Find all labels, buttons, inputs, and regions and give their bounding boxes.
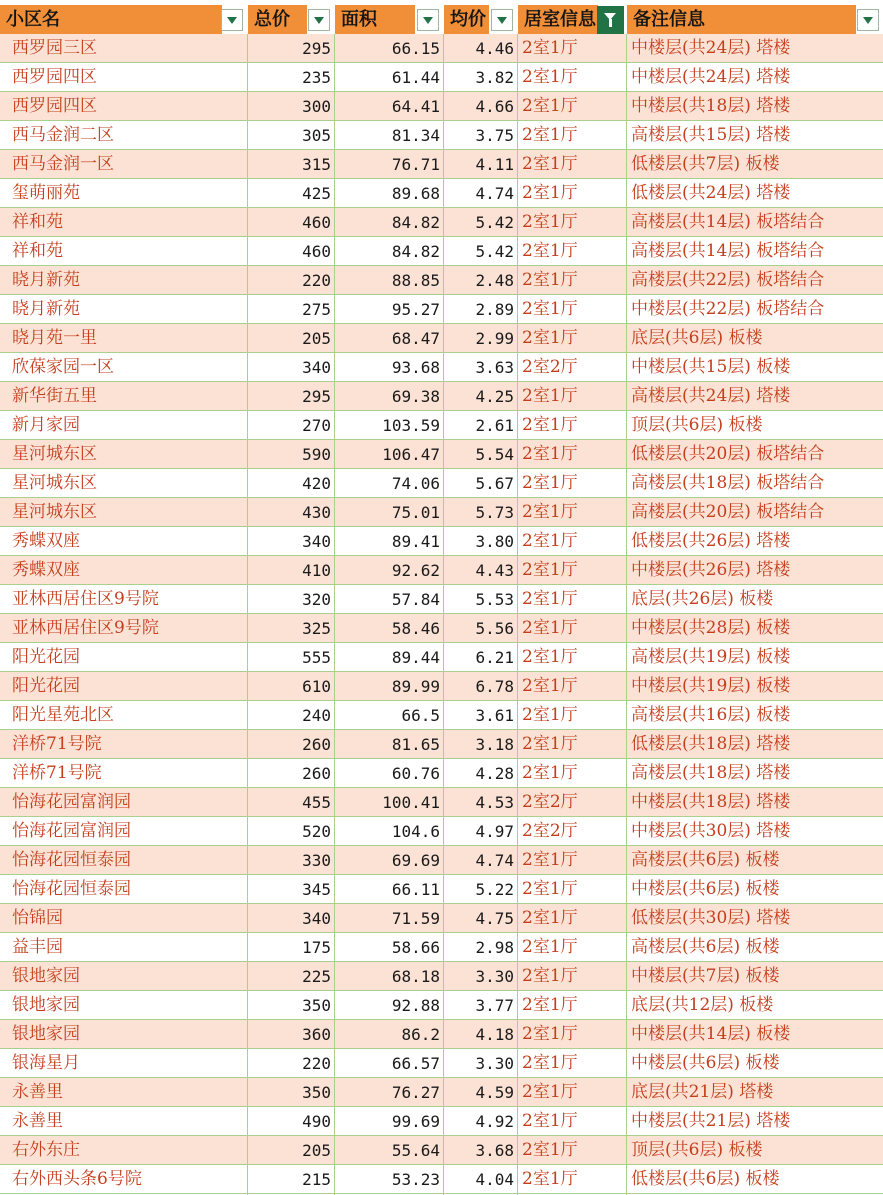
cell-unit-price[interactable]: 4.53 [475, 793, 514, 812]
cell-unit-price[interactable]: 4.74 [475, 851, 514, 870]
cell-total-price[interactable]: 410 [302, 561, 331, 580]
cell-community[interactable]: 星河城东区 [12, 502, 97, 522]
cell-community[interactable]: 西马金润一区 [12, 154, 114, 174]
cell-area[interactable]: 75.01 [391, 503, 440, 522]
cell-community[interactable]: 洋桥71号院 [12, 763, 102, 783]
table-row [0, 1165, 883, 1194]
cell-unit-price[interactable]: 3.82 [475, 68, 514, 87]
header-row [0, 0, 883, 34]
cell-area[interactable]: 89.99 [391, 677, 440, 696]
table-row [0, 92, 883, 121]
cell-unit-price[interactable]: 4.25 [475, 387, 514, 406]
cell-area[interactable]: 58.66 [391, 938, 440, 957]
cell-notes[interactable]: 中楼层(共14层) 板楼 [631, 1024, 791, 1044]
cell-community[interactable]: 右外西头条6号院 [12, 1169, 142, 1189]
cell-area[interactable]: 81.34 [391, 126, 440, 145]
table-row [0, 962, 883, 991]
cell-notes[interactable]: 中楼层(共18层) 塔楼 [631, 96, 791, 116]
cell-unit-price[interactable]: 3.18 [475, 735, 514, 754]
cell-rooms[interactable]: 2室1厅 [522, 1082, 578, 1102]
cell-unit-price[interactable]: 2.48 [475, 271, 514, 290]
cell-rooms[interactable]: 2室1厅 [522, 67, 578, 87]
cell-notes[interactable]: 低楼层(共24层) 塔楼 [631, 183, 791, 203]
cell-total-price[interactable]: 205 [302, 1141, 331, 1160]
cell-area[interactable]: 104.6 [391, 822, 440, 841]
cell-total-price[interactable]: 320 [302, 590, 331, 609]
cell-community[interactable]: 西马金润二区 [12, 125, 114, 145]
table-row [0, 788, 883, 817]
cell-area[interactable]: 55.64 [391, 1141, 440, 1160]
cell-total-price[interactable]: 345 [302, 880, 331, 899]
cell-unit-price[interactable]: 5.54 [475, 445, 514, 464]
cell-area[interactable]: 84.82 [391, 213, 440, 232]
cell-area[interactable]: 66.57 [391, 1054, 440, 1073]
cell-total-price[interactable]: 460 [302, 242, 331, 261]
cell-community[interactable]: 亚林西居住区9号院 [12, 618, 159, 638]
cell-rooms[interactable]: 2室1厅 [522, 473, 578, 493]
cell-unit-price[interactable]: 4.59 [475, 1083, 514, 1102]
cell-unit-price[interactable]: 4.28 [475, 764, 514, 783]
cell-area[interactable]: 89.44 [391, 648, 440, 667]
cell-unit-price[interactable]: 2.99 [475, 329, 514, 348]
cell-total-price[interactable]: 305 [302, 126, 331, 145]
table-row [0, 179, 883, 208]
cell-community[interactable]: 欣葆家园一区 [12, 357, 114, 377]
cell-rooms[interactable]: 2室1厅 [522, 96, 578, 116]
cell-notes[interactable]: 中楼层(共24层) 塔楼 [631, 67, 791, 87]
cell-total-price[interactable]: 295 [302, 387, 331, 406]
cell-rooms[interactable]: 2室1厅 [522, 937, 578, 957]
cell-community[interactable]: 怡海花园富润园 [12, 792, 131, 812]
cell-notes[interactable]: 低楼层(共7层) 板楼 [631, 154, 780, 174]
cell-notes[interactable]: 高楼层(共20层) 板塔结合 [631, 502, 825, 522]
cell-rooms[interactable]: 2室1厅 [522, 531, 578, 551]
cell-unit-price[interactable]: 3.30 [475, 967, 514, 986]
cell-total-price[interactable]: 260 [302, 764, 331, 783]
table-row [0, 121, 883, 150]
cell-notes[interactable]: 高楼层(共18层) 塔楼 [631, 763, 791, 783]
cell-community[interactable]: 永善里 [12, 1111, 63, 1131]
cell-community[interactable]: 亚林西居住区9号院 [12, 589, 159, 609]
cell-area[interactable]: 60.76 [391, 764, 440, 783]
cell-notes[interactable]: 底层(共26层) 板楼 [631, 589, 774, 609]
table-row [0, 585, 883, 614]
cell-total-price[interactable]: 325 [302, 619, 331, 638]
cell-rooms[interactable]: 2室1厅 [522, 1169, 578, 1189]
table-row [0, 382, 883, 411]
cell-notes[interactable]: 低楼层(共30层) 塔楼 [631, 908, 791, 928]
cell-unit-price[interactable]: 5.42 [475, 242, 514, 261]
cell-unit-price[interactable]: 4.74 [475, 184, 514, 203]
cell-rooms[interactable]: 2室2厅 [522, 792, 578, 812]
cell-notes[interactable]: 中楼层(共15层) 板楼 [631, 357, 791, 377]
cell-area[interactable]: 92.62 [391, 561, 440, 580]
cell-rooms[interactable]: 2室1厅 [522, 328, 578, 348]
table-row [0, 353, 883, 382]
cell-community[interactable]: 晓月新苑 [12, 299, 80, 319]
cell-community[interactable]: 怡海花园恒泰园 [12, 850, 131, 870]
header-community: 小区名 [0, 5, 222, 34]
cell-community[interactable]: 秀蝶双座 [12, 531, 80, 551]
cell-total-price[interactable]: 330 [302, 851, 331, 870]
table-row [0, 672, 883, 701]
cell-community[interactable]: 右外东庄 [12, 1140, 80, 1160]
cell-area[interactable]: 86.2 [401, 1025, 440, 1044]
cell-community[interactable]: 新月家园 [12, 415, 80, 435]
chevron-down-icon [314, 17, 324, 24]
cell-unit-price[interactable]: 3.68 [475, 1141, 514, 1160]
cell-community[interactable]: 西罗园三区 [12, 38, 97, 58]
table-row [0, 469, 883, 498]
cell-unit-price[interactable]: 4.18 [475, 1025, 514, 1044]
cell-area[interactable]: 61.44 [391, 68, 440, 87]
cell-community[interactable]: 银海星月 [12, 1053, 80, 1073]
chevron-down-icon [423, 17, 433, 24]
cell-area[interactable]: 76.71 [391, 155, 440, 174]
cell-rooms[interactable]: 2室1厅 [522, 386, 578, 406]
table-row [0, 266, 883, 295]
cell-rooms[interactable]: 2室1厅 [522, 879, 578, 899]
cell-notes[interactable]: 高楼层(共19层) 板楼 [631, 647, 791, 667]
cell-community[interactable]: 星河城东区 [12, 444, 97, 464]
table-row [0, 527, 883, 556]
cell-unit-price[interactable]: 2.89 [475, 300, 514, 319]
cell-rooms[interactable]: 2室1厅 [522, 415, 578, 435]
table-row [0, 411, 883, 440]
cell-total-price[interactable]: 340 [302, 909, 331, 928]
cell-rooms[interactable]: 2室2厅 [522, 357, 578, 377]
cell-unit-price[interactable]: 5.22 [475, 880, 514, 899]
cell-total-price[interactable]: 225 [302, 967, 331, 986]
cell-total-price[interactable]: 295 [302, 39, 331, 58]
cell-notes[interactable]: 低楼层(共18层) 塔楼 [631, 734, 791, 754]
cell-notes[interactable]: 底层(共21层) 塔楼 [631, 1082, 774, 1102]
cell-notes[interactable]: 中楼层(共26层) 塔楼 [631, 560, 791, 580]
cell-area[interactable]: 74.06 [391, 474, 440, 493]
cell-unit-price[interactable]: 3.80 [475, 532, 514, 551]
active-filter-button-rooms[interactable] [597, 6, 624, 34]
cell-unit-price[interactable]: 2.61 [475, 416, 514, 435]
cell-rooms[interactable]: 2室1厅 [522, 38, 578, 58]
cell-total-price[interactable]: 270 [302, 416, 331, 435]
table-row [0, 556, 883, 585]
filter-dropdown-notes[interactable] [857, 9, 879, 31]
header-rooms: 居室信息 [518, 5, 598, 34]
cell-area[interactable]: 81.65 [391, 735, 440, 754]
table-row [0, 1107, 883, 1136]
cell-area[interactable]: 69.69 [391, 851, 440, 870]
table-row [0, 904, 883, 933]
table-row [0, 817, 883, 846]
table-row [0, 643, 883, 672]
cell-rooms[interactable]: 2室1厅 [522, 560, 578, 580]
cell-rooms[interactable]: 2室1厅 [522, 850, 578, 870]
cell-area[interactable]: 64.41 [391, 97, 440, 116]
cell-community[interactable]: 西罗园四区 [12, 67, 97, 87]
cell-notes[interactable]: 中楼层(共7层) 板楼 [631, 966, 780, 986]
cell-notes[interactable]: 中楼层(共18层) 塔楼 [631, 792, 791, 812]
cell-unit-price[interactable]: 6.78 [475, 677, 514, 696]
table-row [0, 150, 883, 179]
cell-area[interactable]: 88.85 [391, 271, 440, 290]
table-row [0, 933, 883, 962]
cell-unit-price[interactable]: 6.21 [475, 648, 514, 667]
cell-rooms[interactable]: 2室1厅 [522, 995, 578, 1015]
cell-area[interactable]: 99.69 [391, 1112, 440, 1131]
table-row [0, 1136, 883, 1165]
cell-community[interactable]: 银地家园 [12, 966, 80, 986]
cell-community[interactable]: 永善里 [12, 1082, 63, 1102]
cell-area[interactable]: 66.5 [401, 706, 440, 725]
filter-dropdown-community[interactable] [221, 9, 243, 31]
cell-community[interactable]: 银地家园 [12, 1024, 80, 1044]
cell-rooms[interactable]: 2室1厅 [522, 154, 578, 174]
cell-notes[interactable]: 顶层(共6层) 板楼 [631, 415, 763, 435]
cell-total-price[interactable]: 350 [302, 1083, 331, 1102]
cell-notes[interactable]: 中楼层(共30层) 塔楼 [631, 821, 791, 841]
cell-notes[interactable]: 高楼层(共14层) 板塔结合 [631, 241, 825, 261]
cell-total-price[interactable]: 220 [302, 271, 331, 290]
cell-community[interactable]: 祥和苑 [12, 212, 63, 232]
table-row [0, 498, 883, 527]
cell-notes[interactable]: 中楼层(共22层) 板塔结合 [631, 299, 825, 319]
cell-notes[interactable]: 底层(共12层) 板楼 [631, 995, 774, 1015]
cell-total-price[interactable]: 490 [302, 1112, 331, 1131]
table-row [0, 208, 883, 237]
table-row [0, 440, 883, 469]
table-row [0, 1049, 883, 1078]
cell-total-price[interactable]: 235 [302, 68, 331, 87]
cell-rooms[interactable]: 2室1厅 [522, 125, 578, 145]
table-row [0, 701, 883, 730]
cell-notes[interactable]: 中楼层(共24层) 塔楼 [631, 38, 791, 58]
chevron-down-icon [863, 17, 873, 24]
cell-community[interactable]: 星河城东区 [12, 473, 97, 493]
cell-area[interactable]: 89.68 [391, 184, 440, 203]
filter-dropdown-unit-price[interactable] [491, 9, 513, 31]
cell-community[interactable]: 晓月新苑 [12, 270, 80, 290]
table-row [0, 237, 883, 266]
cell-rooms[interactable]: 2室1厅 [522, 647, 578, 667]
cell-rooms[interactable]: 2室1厅 [522, 763, 578, 783]
cell-area[interactable]: 95.27 [391, 300, 440, 319]
cell-notes[interactable]: 低楼层(共20层) 板塔结合 [631, 444, 825, 464]
cell-unit-price[interactable]: 3.75 [475, 126, 514, 145]
cell-notes[interactable]: 高楼层(共14层) 板塔结合 [631, 212, 825, 232]
cell-total-price[interactable]: 205 [302, 329, 331, 348]
cell-rooms[interactable]: 2室1厅 [522, 183, 578, 203]
table-row [0, 1020, 883, 1049]
cell-total-price[interactable]: 590 [302, 445, 331, 464]
filter-dropdown-area[interactable] [417, 9, 439, 31]
cell-rooms[interactable]: 2室1厅 [522, 589, 578, 609]
cell-total-price[interactable]: 340 [302, 358, 331, 377]
table-row [0, 759, 883, 788]
cell-total-price[interactable]: 555 [302, 648, 331, 667]
cell-total-price[interactable]: 260 [302, 735, 331, 754]
cell-community[interactable]: 怡锦园 [12, 908, 63, 928]
cell-area[interactable]: 68.47 [391, 329, 440, 348]
cell-notes[interactable]: 中楼层(共28层) 板楼 [631, 618, 791, 638]
cell-area[interactable]: 92.88 [391, 996, 440, 1015]
cell-rooms[interactable]: 2室1厅 [522, 270, 578, 290]
cell-unit-price[interactable]: 4.66 [475, 97, 514, 116]
cell-notes[interactable]: 高楼层(共18层) 板塔结合 [631, 473, 825, 493]
table-row [0, 991, 883, 1020]
cell-unit-price[interactable]: 2.98 [475, 938, 514, 957]
cell-total-price[interactable]: 300 [302, 97, 331, 116]
cell-community[interactable]: 玺萌丽苑 [12, 183, 80, 203]
cell-unit-price[interactable]: 3.61 [475, 706, 514, 725]
cell-rooms[interactable]: 2室1厅 [522, 618, 578, 638]
cell-community[interactable]: 银地家园 [12, 995, 80, 1015]
cell-total-price[interactable]: 240 [302, 706, 331, 725]
cell-area[interactable]: 106.47 [382, 445, 440, 464]
cell-notes[interactable]: 高楼层(共24层) 塔楼 [631, 386, 791, 406]
cell-rooms[interactable]: 2室1厅 [522, 1140, 578, 1160]
cell-total-price[interactable]: 215 [302, 1170, 331, 1189]
cell-notes[interactable]: 中楼层(共6层) 板楼 [631, 879, 780, 899]
cell-unit-price[interactable]: 5.56 [475, 619, 514, 638]
filter-dropdown-total-price[interactable] [308, 9, 330, 31]
cell-total-price[interactable]: 420 [302, 474, 331, 493]
cell-rooms[interactable]: 2室1厅 [522, 734, 578, 754]
cell-unit-price[interactable]: 5.53 [475, 590, 514, 609]
table-row [0, 34, 883, 63]
cell-area[interactable]: 66.11 [391, 880, 440, 899]
cell-area[interactable]: 84.82 [391, 242, 440, 261]
cell-total-price[interactable]: 315 [302, 155, 331, 174]
cell-unit-price[interactable]: 3.77 [475, 996, 514, 1015]
table-row [0, 614, 883, 643]
cell-notes[interactable]: 高楼层(共6层) 板楼 [631, 850, 780, 870]
cell-unit-price[interactable]: 4.11 [475, 155, 514, 174]
cell-community[interactable]: 怡海花园恒泰园 [12, 879, 131, 899]
table-row [0, 63, 883, 92]
cell-rooms[interactable]: 2室1厅 [522, 966, 578, 986]
cell-unit-price[interactable]: 5.73 [475, 503, 514, 522]
cell-area[interactable]: 58.46 [391, 619, 440, 638]
cell-notes[interactable]: 高楼层(共15层) 塔楼 [631, 125, 791, 145]
cell-total-price[interactable]: 425 [302, 184, 331, 203]
chevron-down-icon [227, 17, 237, 24]
cell-notes[interactable]: 高楼层(共22层) 板塔结合 [631, 270, 825, 290]
cell-rooms[interactable]: 2室1厅 [522, 444, 578, 464]
header-notes: 备注信息 [627, 5, 856, 34]
cell-rooms[interactable]: 2室1厅 [522, 705, 578, 725]
cell-rooms[interactable]: 2室1厅 [522, 908, 578, 928]
cell-unit-price[interactable]: 5.67 [475, 474, 514, 493]
cell-community[interactable]: 新华街五里 [12, 386, 97, 406]
cell-community[interactable]: 阳光花园 [12, 676, 80, 696]
cell-community[interactable]: 益丰园 [12, 937, 63, 957]
cell-community[interactable]: 阳光星苑北区 [12, 705, 114, 725]
cell-total-price[interactable]: 520 [302, 822, 331, 841]
cell-unit-price[interactable]: 3.63 [475, 358, 514, 377]
cell-notes[interactable]: 高楼层(共16层) 板楼 [631, 705, 791, 725]
cell-total-price[interactable]: 275 [302, 300, 331, 319]
cell-area[interactable]: 103.59 [382, 416, 440, 435]
cell-area[interactable]: 68.18 [391, 967, 440, 986]
cell-total-price[interactable]: 460 [302, 213, 331, 232]
cell-notes[interactable]: 低楼层(共6层) 板楼 [631, 1169, 780, 1189]
table-row [0, 730, 883, 759]
cell-rooms[interactable]: 2室1厅 [522, 1024, 578, 1044]
cell-rooms[interactable]: 2室1厅 [522, 1111, 578, 1131]
cell-community[interactable]: 怡海花园富润园 [12, 821, 131, 841]
cell-rooms[interactable]: 2室1厅 [522, 676, 578, 696]
cell-total-price[interactable]: 340 [302, 532, 331, 551]
cell-total-price[interactable]: 350 [302, 996, 331, 1015]
cell-notes[interactable]: 底层(共6层) 板楼 [631, 328, 763, 348]
table-row [0, 875, 883, 904]
cell-unit-price[interactable]: 4.43 [475, 561, 514, 580]
cell-area[interactable]: 100.41 [382, 793, 440, 812]
cell-unit-price[interactable]: 5.42 [475, 213, 514, 232]
cell-area[interactable]: 69.38 [391, 387, 440, 406]
cell-community[interactable]: 洋桥71号院 [12, 734, 102, 754]
cell-notes[interactable]: 顶层(共6层) 板楼 [631, 1140, 763, 1160]
cell-community[interactable]: 西罗园四区 [12, 96, 97, 116]
cell-total-price[interactable]: 220 [302, 1054, 331, 1073]
cell-unit-price[interactable]: 4.97 [475, 822, 514, 841]
cell-rooms[interactable]: 2室1厅 [522, 299, 578, 319]
cell-total-price[interactable]: 430 [302, 503, 331, 522]
header-area: 面积 [335, 5, 415, 34]
table-row [0, 1078, 883, 1107]
table-row [0, 295, 883, 324]
cell-area[interactable]: 57.84 [391, 590, 440, 609]
cell-total-price[interactable]: 610 [302, 677, 331, 696]
cell-community[interactable]: 晓月苑一里 [12, 328, 97, 348]
cell-area[interactable]: 89.41 [391, 532, 440, 551]
cell-area[interactable]: 76.27 [391, 1083, 440, 1102]
cell-notes[interactable]: 中楼层(共6层) 板楼 [631, 1053, 780, 1073]
cell-rooms[interactable]: 2室2厅 [522, 821, 578, 841]
cell-rooms[interactable]: 2室1厅 [522, 502, 578, 522]
cell-total-price[interactable]: 360 [302, 1025, 331, 1044]
table-row [0, 846, 883, 875]
cell-area[interactable]: 93.68 [391, 358, 440, 377]
cell-community[interactable]: 阳光花园 [12, 647, 80, 667]
cell-notes[interactable]: 高楼层(共6层) 板楼 [631, 937, 780, 957]
table-row [0, 324, 883, 353]
cell-rooms[interactable]: 2室1厅 [522, 212, 578, 232]
cell-notes[interactable]: 中楼层(共19层) 板楼 [631, 676, 791, 696]
cell-unit-price[interactable]: 4.75 [475, 909, 514, 928]
cell-area[interactable]: 53.23 [391, 1170, 440, 1189]
header-unit-price: 均价 [444, 5, 489, 34]
cell-total-price[interactable]: 455 [302, 793, 331, 812]
cell-rooms[interactable]: 2室1厅 [522, 241, 578, 261]
chevron-down-icon [497, 17, 507, 24]
cell-unit-price[interactable]: 3.30 [475, 1054, 514, 1073]
cell-notes[interactable]: 低楼层(共26层) 塔楼 [631, 531, 791, 551]
cell-community[interactable]: 秀蝶双座 [12, 560, 80, 580]
cell-unit-price[interactable]: 4.04 [475, 1170, 514, 1189]
cell-total-price[interactable]: 175 [302, 938, 331, 957]
cell-notes[interactable]: 中楼层(共21层) 塔楼 [631, 1111, 791, 1131]
cell-unit-price[interactable]: 4.46 [475, 39, 514, 58]
cell-area[interactable]: 66.15 [391, 39, 440, 58]
cell-rooms[interactable]: 2室1厅 [522, 1053, 578, 1073]
header-total-price: 总价 [248, 5, 307, 34]
cell-community[interactable]: 祥和苑 [12, 241, 63, 261]
cell-area[interactable]: 71.59 [391, 909, 440, 928]
cell-unit-price[interactable]: 4.92 [475, 1112, 514, 1131]
